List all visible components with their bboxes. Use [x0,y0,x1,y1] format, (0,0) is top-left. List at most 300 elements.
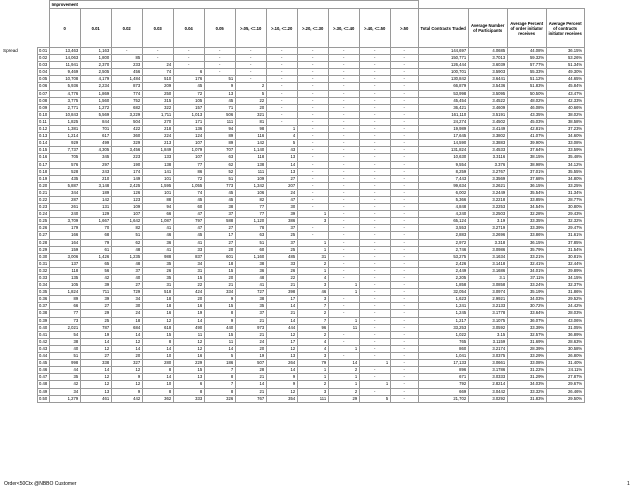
table-cell: - [297,182,328,189]
spread-label-spacer [3,360,37,367]
table-cell: 3,553 [418,225,468,232]
spread-label-spacer [3,196,37,203]
table-cell: 30.80% [546,204,584,211]
table-cell: 189 [80,189,111,196]
table-cell: 68 [80,232,111,239]
table-cell: 31.61% [546,232,584,239]
table-cell: 37.01% [507,168,546,175]
table-cell: - [328,161,359,168]
spread-label-spacer [3,140,37,147]
table-cell: 45 [173,83,204,90]
table-cell: 126,444 [418,62,468,69]
table-cell: 14 [266,303,297,310]
table-cell: 507 [235,360,266,367]
table-cell: 1 [266,126,297,133]
table-cell: 27.87% [546,374,584,381]
table-cell: 787 [80,324,111,331]
table-cell: 3.1634 [468,253,507,260]
spread-value: 0.06 [39,83,48,89]
table-cell: 1,381 [49,126,80,133]
table-cell: 133 [142,154,173,161]
table-cell: 28 [235,367,266,374]
table-cell: 77 [235,204,266,211]
column-header: 0 [49,9,80,48]
table-cell: 31.34% [546,189,584,196]
table-row [3,289,584,296]
table-cell: 3.5095 [468,90,507,97]
table-cell: 844 [80,118,111,125]
table-cell: 13 [266,154,297,161]
table-cell: - [390,225,418,232]
table-cell: - [359,253,390,260]
table-cell: 3.1786 [468,367,507,374]
table-cell: 243 [80,168,111,175]
table-cell: 61 [80,246,111,253]
table-cell: - [359,246,390,253]
spread-label-spacer [3,225,37,232]
table-cell: 3.3883 [468,140,507,147]
table-cell: 38.98% [507,161,546,168]
table-cell: 63 [204,154,235,161]
column-header: Average Number of Participants [468,9,507,48]
table-cell: 36.15% [546,48,584,55]
table-cell: - [297,147,328,154]
table-cell: 20 [204,275,235,282]
table-cell: 1,426 [80,253,111,260]
table-cell: 729 [111,289,142,296]
table-cell: 14 [111,345,142,352]
table-cell: 3.7013 [468,55,507,62]
table-cell: 20 [173,296,204,303]
table-cell: 4 [266,133,297,140]
table-cell: - [142,48,173,55]
table-cell: 3 [297,353,328,360]
table-cell: 21 [266,282,297,289]
table-cell: 29.50% [546,395,584,402]
table-cell: - [359,161,390,168]
table-cell: 47 [173,211,204,218]
table-cell: 321 [235,111,266,118]
spread-value: 0.31 [39,260,48,266]
table-cell: 422 [111,126,142,133]
table-cell: 86 [173,168,204,175]
table-cell: - [390,381,418,388]
table-cell: 29.52% [546,296,584,303]
spread-value: 0.36 [39,296,48,302]
table-cell: 37 [235,310,266,317]
table-cell: 24 [266,189,297,196]
spread-label-spacer [3,211,37,218]
spread-label-spacer [3,189,37,196]
table-cell: 3.0661 [468,360,507,367]
table-cell: 21 [204,282,235,289]
table-cell: 1,667 [80,218,111,225]
table-cell: - [359,104,390,111]
table-cell: 13 [80,388,111,395]
table-cell: - [328,182,359,189]
table-cell: 1,022 [418,331,468,338]
table-cell: 3.6039 [468,62,507,69]
table-row [3,338,584,345]
table-cell: 1,214 [49,133,80,140]
table-cell: - [359,204,390,211]
table-cell: 41.07% [507,133,546,140]
table-cell: 1,079 [173,147,204,154]
table-cell: 35 [142,275,173,282]
table-cell: 98 [235,126,266,133]
table-cell: 28.63% [546,338,584,345]
table-cell: - [297,189,328,196]
table-cell: 3 [297,282,328,289]
table-cell: 9,469 [49,69,80,76]
table-cell: 32.44% [546,260,584,267]
table-cell: - [359,260,390,267]
table-cell: - [390,175,418,182]
table-cell: - [204,55,235,62]
table-cell: 31.40% [546,360,584,367]
table-cell: 14 [266,161,297,168]
table-cell: - [359,303,390,310]
table-cell: 6 [173,381,204,388]
spread-value: 0.19 [39,175,48,181]
table-cell: 12 [266,331,297,338]
table-cell: - [328,175,359,182]
table-cell: 3.1418 [468,260,507,267]
table-cell: 3,456 [111,147,142,154]
improvement-table [3,0,585,403]
table-cell: 26.46% [546,388,584,395]
spread-value: 0.24 [39,211,48,217]
table-cell: 31.22% [507,367,546,374]
table-cell: 131 [80,204,111,211]
spread-label-spacer [3,353,37,360]
table-cell: 77 [49,310,80,317]
table-cell: 40.66% [546,104,584,111]
table-cell: - [328,118,359,125]
spread-value: 0.46 [39,367,48,373]
table-cell: 44 [49,367,80,374]
table-cell: 38.58% [546,118,584,125]
spread-label-spacer [3,76,37,83]
spread-value: 0.09 [39,104,48,110]
table-cell: - [390,395,418,402]
table-cell: - [359,83,390,90]
table-cell: - [328,225,359,232]
table-cell: - [328,310,359,317]
table-cell: 31.86% [546,289,584,296]
table-cell: - [328,62,359,69]
table-cell: 38.02% [546,111,584,118]
table-cell: - [390,317,418,324]
table-cell: - [390,239,418,246]
table-cell: 16 [173,303,204,310]
table-cell: - [328,260,359,267]
table-cell: - [297,76,328,83]
table-cell: 89 [49,296,80,303]
table-cell: 3.1778 [468,310,507,317]
table-cell: 157 [173,104,204,111]
table-cell: 28.77% [546,196,584,203]
table-cell: 31 [142,282,173,289]
table-cell: 229 [173,360,204,367]
table-cell: 101 [142,189,173,196]
table-cell: - [390,275,418,282]
table-cell: 6,002 [418,189,468,196]
table-cell: - [390,168,418,175]
table-cell: 360 [111,133,142,140]
spread-value: 0.21 [39,189,48,195]
table-cell: - [390,55,418,62]
table-cell: - [328,196,359,203]
table-cell: - [390,62,418,69]
table-cell: 138 [235,161,266,168]
table-cell: - [328,140,359,147]
spread-value: 0.37 [39,303,48,309]
table-cell: - [390,182,418,189]
table-cell: 5,366 [418,196,468,203]
table-cell: 34 [49,388,80,395]
table-cell: 2,449 [418,267,468,274]
table-cell: 398 [266,289,297,296]
table-cell: 264 [266,360,297,367]
table-cell: 34 [173,260,204,267]
table-cell: - [142,55,173,62]
table-cell: 16 [142,310,173,317]
table-cell: - [266,118,297,125]
table-cell: 24 [142,62,173,69]
table-cell: 38 [204,204,235,211]
table-cell: 15 [204,303,235,310]
table-cell: 2,021 [49,324,80,331]
table-cell: - [235,76,266,83]
table-cell: 14 [173,317,204,324]
spread-value: 0.38 [39,310,48,316]
table-cell: 3.1075 [468,317,507,324]
table-cell: 142 [80,196,111,203]
table-cell: 48 [111,246,142,253]
table-cell: 671 [418,374,468,381]
table-row [3,267,584,274]
spread-label-spacer [3,126,37,133]
table-cell: 100,701 [418,69,468,76]
table-cell: - [359,182,390,189]
table-cell: 27 [80,353,111,360]
table-cell: 1,140 [235,147,266,154]
spread-label-spacer [3,232,37,239]
table-cell: 896 [418,367,468,374]
table-cell: 62 [111,239,142,246]
table-cell: 456 [111,69,142,76]
table-cell: 5 [266,140,297,147]
spread-value: 0.42 [39,338,48,344]
table-cell: - [297,62,328,69]
table-cell: 22 [266,275,297,282]
table-cell: 8 [142,367,173,374]
table-cell: - [328,331,359,338]
table-cell: 166 [49,232,80,239]
table-cell: 111 [297,395,328,402]
table-cell: - [390,310,418,317]
table-row [3,168,584,175]
table-cell: 46 [142,232,173,239]
table-cell: - [390,246,418,253]
table-cell: - [297,48,328,55]
table-cell: 1,342 [235,182,266,189]
table-cell: 261 [49,204,80,211]
spread-value: 0.18 [39,168,48,174]
table-cell: 135 [49,275,80,282]
table-cell: - [328,189,359,196]
table-cell: 33.85% [507,196,546,203]
table-row [3,360,584,367]
table-cell: - [359,331,390,338]
table-cell: 27 [204,239,235,246]
table-cell: 66 [142,211,173,218]
table-cell: - [390,331,418,338]
table-cell: 233 [111,62,142,69]
table-cell: - [359,126,390,133]
table-cell: - [297,55,328,62]
table-cell: 711 [80,289,111,296]
table-cell: 42 [80,275,111,282]
table-cell: 31.29% [507,374,546,381]
table-cell: 130,842 [418,76,468,83]
table-cell: - [359,353,390,360]
table-cell: 223 [111,154,142,161]
table-cell: 682 [111,104,142,111]
table-cell: 518 [142,289,173,296]
table-cell: - [359,69,390,76]
table-cell: 33.08% [546,140,584,147]
table-cell: 33.39% [507,324,546,331]
table-cell: 2,972 [418,239,468,246]
spread-value: 0.39 [39,317,48,323]
table-cell: 39 [266,211,297,218]
table-cell: 1,849 [142,147,173,154]
table-cell: 618 [142,324,173,331]
table-cell: - [328,133,359,140]
table-cell: 30.72% [507,303,546,310]
table-cell: 164 [49,239,80,246]
table-cell: - [359,225,390,232]
table-cell: 88 [142,196,173,203]
table-cell: - [297,104,328,111]
table-cell: 72 [173,175,204,182]
table-cell: - [359,175,390,182]
table-cell: 150,771 [418,55,468,62]
table-cell: 96 [297,324,328,331]
table-cell: 4,848 [418,204,468,211]
table-cell: 51 [235,239,266,246]
table-cell: - [266,97,297,104]
spread-label-spacer [3,331,37,338]
table-cell: 3.5903 [468,69,507,76]
table-cell: 10,843 [49,111,80,118]
table-cell: 63 [235,232,266,239]
table-cell: 60 [235,246,266,253]
table-cell: 20 [235,104,266,111]
table-cell: 576 [49,161,80,168]
table-cell: 485 [266,253,297,260]
table-cell: 270 [142,118,173,125]
table-row [3,225,584,232]
table-cell: 48 [235,275,266,282]
table-cell: 1,160 [235,253,266,260]
column-header: 0.01 [80,9,111,48]
spread-value: 0.16 [39,154,48,160]
table-cell: - [266,111,297,118]
table-cell: 54 [49,331,80,338]
table-cell: 45,454 [418,97,468,104]
spread-value: 0.44 [39,353,48,359]
table-cell: 33.64% [507,310,546,317]
table-cell: 111 [235,168,266,175]
table-cell: 47 [173,225,204,232]
table-cell: 617 [80,133,111,140]
table-cell: - [390,69,418,76]
spread-value: 0.03 [39,62,48,68]
table-cell: 138 [142,161,173,168]
table-cell: 33.25% [546,182,584,189]
table-cell: 43.47% [546,90,584,97]
table-cell: 24 [111,310,142,317]
table-cell: 45 [204,196,235,203]
table-row [3,260,584,267]
table-row [3,104,584,111]
table-cell: - [266,69,297,76]
table-cell: - [359,133,390,140]
table-cell: 43.06% [546,317,584,324]
table-cell: 85 [111,55,142,62]
table-cell: 25 [80,317,111,324]
table-cell: - [266,90,297,97]
table-cell: 334 [204,289,235,296]
table-cell: 101 [142,175,173,182]
table-cell: 727 [235,289,266,296]
table-cell: 13 [173,374,204,381]
spread-value: 0.49 [39,388,48,394]
table-cell: 326 [204,395,235,402]
table-cell: 142 [235,140,266,147]
table-cell: - [297,90,328,97]
table-cell: 37.23% [546,126,584,133]
table-cell: 18 [111,317,142,324]
spread-value: 0.29 [39,246,48,252]
spread-label-spacer [3,182,37,189]
table-cell: 5 [359,395,390,402]
table-body [3,48,584,403]
table-cell: 17,645 [418,133,468,140]
table-cell: 2,505 [80,69,111,76]
table-cell: 601 [204,253,235,260]
table-cell: 55.33% [507,69,546,76]
table-cell: 116 [235,133,266,140]
table-cell: 42.81% [507,126,546,133]
table-cell: 1,055 [173,182,204,189]
spreadsheet-page [3,0,585,403]
table-cell: 73 [49,317,80,324]
spread-label-spacer [3,324,37,331]
table-cell: 14 [204,345,235,352]
table-cell: 8 [204,310,235,317]
table-cell: 32.28% [507,211,546,218]
table-cell: - [390,374,418,381]
table-cell: 20 [235,345,266,352]
table-cell: - [359,111,390,118]
table-cell: 111 [204,118,235,125]
table-cell: - [359,324,390,331]
table-cell: 12 [173,345,204,352]
